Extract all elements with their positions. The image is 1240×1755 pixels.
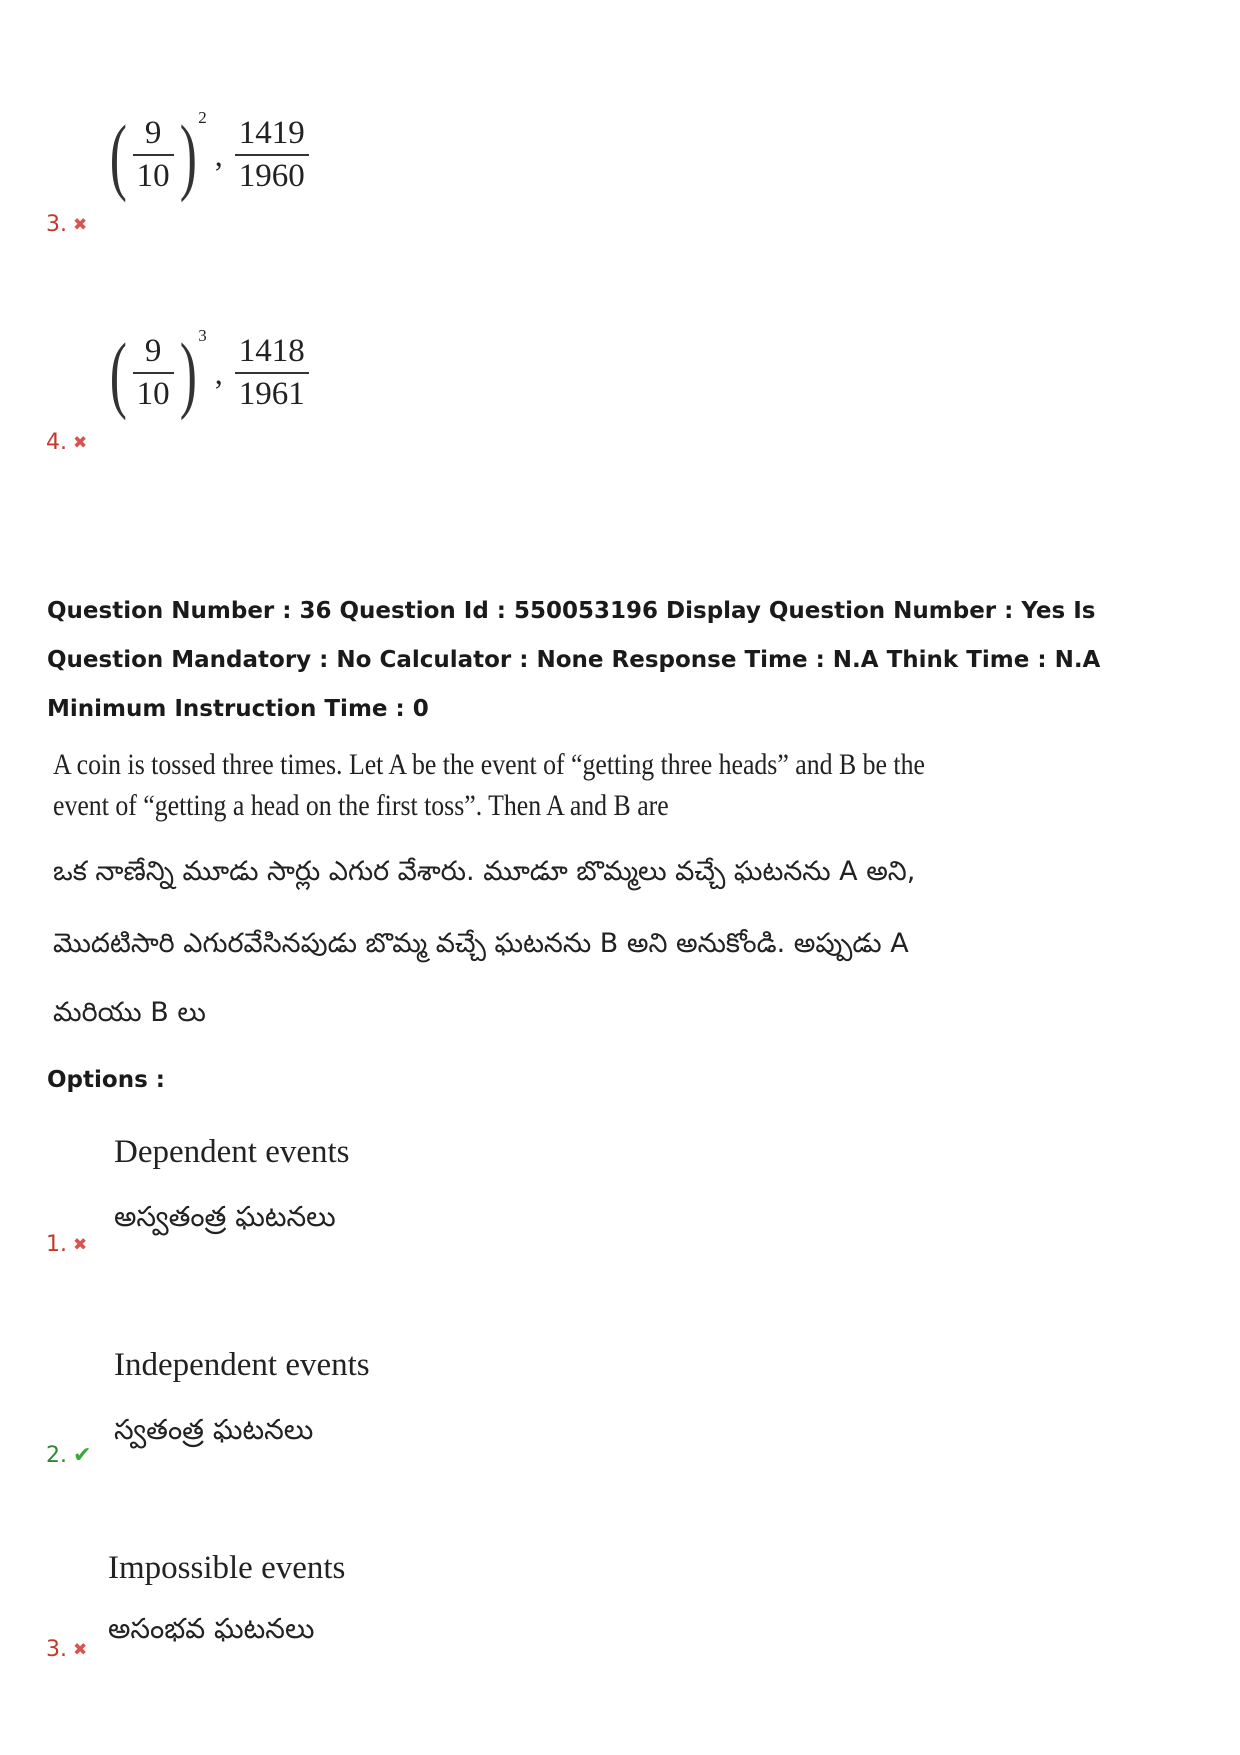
base-numerator: 9 <box>144 333 162 369</box>
option-3-english: Impossible events <box>108 1550 346 1586</box>
prev-option-3-math <box>104 107 309 203</box>
separator: , <box>214 354 223 391</box>
result-fraction <box>235 113 309 197</box>
base-fraction <box>133 113 174 197</box>
option-number: 1. <box>46 1232 67 1257</box>
base-denominator: 10 <box>136 157 170 194</box>
question-line-telugu-1: ఒక నాణేన్ని మూడు సార్లు ఎగుర వేశారు. మూడూ బొమ్మలు వచ్చే ఘటనను A అని, <box>53 856 916 887</box>
check-icon: ✔ <box>73 1443 92 1468</box>
open-paren: ( <box>109 325 127 421</box>
question-line-telugu-3: మరియు B లు <box>53 997 206 1028</box>
cross-icon: ✖ <box>73 1234 88 1255</box>
prev-option-3-number <box>46 212 87 237</box>
option-2-english: Independent events <box>114 1347 370 1383</box>
cross-icon: ✖ <box>73 432 88 453</box>
question-line: event of “getting a head on the first toss”. Then A and B are <box>53 789 669 822</box>
question-line: A coin is tossed three times. Let A be the event of “getting three heads” and B be the <box>53 748 925 781</box>
question-text-english <box>53 744 1067 826</box>
option-number: 4. <box>46 430 67 455</box>
exponent: 3 <box>198 326 207 345</box>
cross-icon: ✖ <box>73 214 88 235</box>
question-line-telugu-2: మొదటిసారి ఎగురవేసినపుడు బొమ్మ వచ్చే ఘటనను B అని అనుకోండి. అప్పుడు A <box>53 928 909 959</box>
result-numerator: 1419 <box>238 115 305 151</box>
result-fraction <box>235 331 309 415</box>
result-numerator: 1418 <box>238 333 305 369</box>
close-paren: ) <box>179 325 197 421</box>
result-denominator: 1961 <box>238 375 305 412</box>
option-1-number <box>46 1232 87 1257</box>
base-fraction <box>133 331 174 415</box>
option-2-telugu: స్వతంత్ర ఘటనలు <box>114 1413 314 1446</box>
option-1-telugu: అస్వతంత్ర ఘటనలు <box>114 1200 336 1233</box>
option-2-number <box>46 1443 91 1468</box>
cross-icon: ✖ <box>73 1639 88 1660</box>
option-number: 3. <box>46 212 67 237</box>
option-1-english: Dependent events <box>114 1134 350 1170</box>
result-denominator: 1960 <box>238 157 305 194</box>
option-3-telugu: అసంభవ ఘటనలు <box>108 1612 315 1645</box>
option-number: 2. <box>46 1443 67 1468</box>
option-3-number <box>46 1637 87 1662</box>
close-paren: ) <box>179 107 197 203</box>
separator: , <box>214 136 223 173</box>
question-meta: Question Number : 36 Question Id : 550053196 Display Question Number : Yes Is Question Mandatory : No Calculator : None Response Time : N.A Think Time : N.A Minimum Instruction Time : 0 <box>47 598 1101 722</box>
open-paren: ( <box>109 107 127 203</box>
base-denominator: 10 <box>136 375 170 412</box>
option-number: 3. <box>46 1637 67 1662</box>
options-label: Options : <box>47 1067 165 1093</box>
exponent: 2 <box>198 108 207 127</box>
prev-option-4-math <box>104 325 309 421</box>
base-numerator: 9 <box>144 115 162 151</box>
prev-option-4-number <box>46 430 87 455</box>
